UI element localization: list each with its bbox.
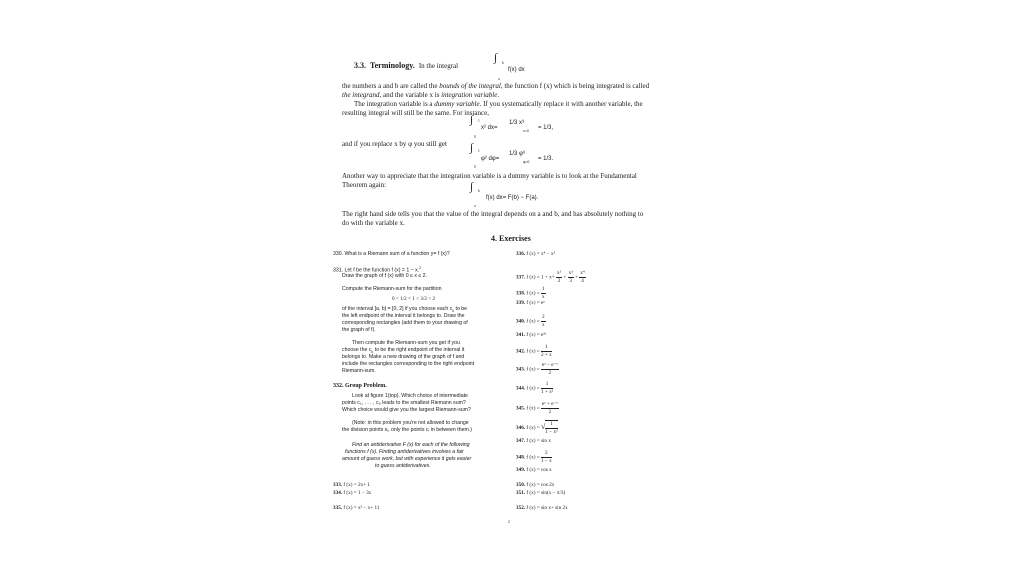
exercise-345: 345. f (x) = $\frac{\text{eˣ + e⁻ˣ}}{2}$ xyxy=(516,401,558,415)
exercise-349: 349. f (x) = cos x xyxy=(516,467,552,473)
exercise-340: 340. f (x) = $\frac{2}{x}$ xyxy=(516,314,545,328)
paragraph-1-line-1: the numbers a and b are called the bounds of the integral, the function f (x) which is being integrated is called xyxy=(342,82,650,90)
integral-body: f(x) dx xyxy=(508,67,525,73)
integral-sign: ∫ xyxy=(470,114,474,126)
exercise-332-line-b: points c₁, . . . , c₆ leads to the smallest Riemann sum? xyxy=(342,400,466,406)
exercise-332-line-e: the division points xᵢ, only the points cᵢ in between them.) xyxy=(342,427,472,433)
paragraph-2-line-1: The integration variable is a dummy variable. If you systematically replace it with another variable, the xyxy=(354,100,643,108)
exercise-331-line-h: Then compute the Riemann-sum you get if you xyxy=(352,340,460,346)
exercise-331-line-f: corresponding rectangles (add them to your drawing of xyxy=(342,320,468,326)
eq2-limits: φ=0 xyxy=(523,160,530,164)
eq3-upper: b xyxy=(478,189,480,193)
eq1-right: = 1/3, xyxy=(538,125,554,131)
exercise-331-line-e: the left endpoint of the interval it belongs to. Draw the xyxy=(342,313,465,319)
antiderivative-instructions-b: functions f (x). Finding antiderivatives involves a fair xyxy=(345,449,464,455)
paragraph-5-line-1: The right hand side tells you that the value of the integral depends on a and b, and has absolutely nothing to xyxy=(342,210,644,218)
exercise-331-line-l: Riemann-sum. xyxy=(342,368,376,374)
fraction: $\frac{1}{\text{1 + x²}}$ xyxy=(540,381,554,395)
exercise-352: 352. f (x) = sin x+ sin 2x xyxy=(516,505,568,511)
exercise-331-statement: 331. Let f be the function f (x) = 1 − x.$^2$ xyxy=(333,266,422,274)
fraction: $\frac{\text{eˣ − e⁻ˣ}}{2}$ xyxy=(541,362,558,376)
exercise-332-line-c: Which choice would give you the largest Riemann-sum? xyxy=(342,407,471,413)
exercise-344: 344. f (x) = $\frac{1}{\text{1 + x²}}$ xyxy=(516,381,554,395)
exercise-331-line-i: choose the $c_k$ to be the right endpoint of the interval it xyxy=(342,347,465,355)
exercise-350: 350. f (x) = cos 2x xyxy=(516,482,555,488)
exercise-334: 334. f (x) = 1 − 3x xyxy=(333,490,372,496)
exercise-335: 335. f (x) = x² − x+ 11 xyxy=(333,505,380,511)
exercise-346: 346. f (x) = √ $\frac{1}{\text{1 − x²}}$ xyxy=(516,421,558,435)
section-heading: Terminology. xyxy=(370,61,415,70)
exercise-331-line-d: of the interval [a, b] = [0, 2] if you choose each $c_k$ to be xyxy=(342,306,468,314)
eq1-upper: 1 xyxy=(478,119,480,123)
integral-sign: ∫ xyxy=(494,52,498,64)
eq2-left: φ² dφ= xyxy=(481,156,500,162)
eq3-body: f(x) dx= F(b) − F(a). xyxy=(486,195,539,201)
paragraph-3: and if you replace x by φ you still get xyxy=(342,140,447,148)
exercise-331-compute: Compute the Riemann-sum for the partition xyxy=(342,286,442,292)
exercise-338: 338. f (x) = $\frac{1}{x}$ xyxy=(516,286,545,300)
integral-sign: ∫ xyxy=(470,142,474,154)
integral-sign: ∫ xyxy=(470,181,474,193)
exercise-337: 337. f (x) = 1 + x+ $\frac{\text{x²}}{2}$ + $\frac{\text{x³}}{3}$ + $\frac{\text{x⁴}}{4}$ xyxy=(516,270,585,284)
exercise-332-title: 332. Group Problem. xyxy=(333,383,387,389)
eq1-limits: x=0 xyxy=(523,129,529,133)
section-intro: In the integral xyxy=(418,62,459,70)
eq2-lower: 0 xyxy=(474,165,476,169)
integral-upper-bound: b xyxy=(502,61,504,65)
paragraph-1-line-2: the integrand, and the variable x is integration variable. xyxy=(342,91,500,99)
exercise-336: 336. f (x) = x⁴ − x² xyxy=(516,251,556,257)
integral-lower-bound: a xyxy=(498,77,500,81)
exercise-331-partition: 0 < 1/2 < 1 < 3/2 < 2 xyxy=(392,296,436,302)
exercise-341: 341. f (x) = e²ˣ xyxy=(516,332,547,338)
exercise-348: 348. f (x) = $\frac{2}{1 - x}$ xyxy=(516,450,552,464)
exercise-331-draw: Draw the graph of f (x) with 0 ≤ x ≤ 2. xyxy=(342,273,427,279)
eq2-upper: 1 xyxy=(478,149,480,153)
eq2-right: = 1/3. xyxy=(538,156,554,162)
exercise-332-line-d: (Note: in this problem you're not allowed to change xyxy=(352,420,469,426)
paragraph-4-line-2: Theorem again: xyxy=(342,181,387,189)
fraction: $\frac{\text{x²}}{2}$ xyxy=(556,270,562,284)
exercise-351: 351. f (x) = sin(x − π/3) xyxy=(516,490,566,496)
exercise-347: 347. f (x) = sin x xyxy=(516,438,551,444)
fraction: $\frac{1}{2 + x}$ xyxy=(540,344,552,358)
exercise-331-line-j: belongs to. Make a new drawing of the graph of f and xyxy=(342,354,465,360)
fraction: $\frac{\text{eˣ + e⁻ˣ}}{2}$ xyxy=(541,401,558,415)
page-number: 2 xyxy=(508,520,510,524)
fraction: $\frac{2}{1 - x}$ xyxy=(540,450,552,464)
exercise-331-line-g: the graph of f). xyxy=(342,327,376,333)
sqrt-icon: √ xyxy=(540,422,546,432)
antiderivative-instructions-a: Find an antiderivative F (x) for each of the following xyxy=(352,442,470,448)
fraction: $\frac{1}{\text{1 − x²}}$ xyxy=(545,421,558,435)
fraction: $\frac{\text{x⁴}}{4}$ xyxy=(580,270,585,284)
eq1-antiderivative: 1/3 x³ xyxy=(509,120,525,126)
exercise-333: 333. f (x) = 2x+ 1 xyxy=(333,482,370,488)
section-number: 3.3. xyxy=(354,61,366,70)
paragraph-5-line-2: do with the variable x. xyxy=(342,219,405,227)
eq1-lower: 0 xyxy=(474,135,476,139)
exercises-heading: 4. Exercises xyxy=(491,234,531,243)
eq1-left: x² dx= xyxy=(481,125,498,131)
eq2-antiderivative: 1/3 φ³ xyxy=(509,151,525,157)
fraction: $\frac{\text{x³}}{3}$ xyxy=(568,270,573,284)
exercise-330: 330. What is a Riemann sum of a function y= f (x)? xyxy=(333,251,450,257)
eq3-lower: a xyxy=(474,204,476,208)
exercise-343: 343. f (x) = $\frac{\text{eˣ − e⁻ˣ}}{2}$ xyxy=(516,362,558,376)
paragraph-2-line-2: resulting integral will still be the same. For instance, xyxy=(342,109,489,117)
section-heading-line xyxy=(354,55,458,73)
paragraph-4-line-1: Another way to appreciate that the integration variable is a dummy variable is to look at the Fundamental xyxy=(342,172,637,180)
antiderivative-instructions-d: to guess antiderivatives. xyxy=(375,463,431,469)
fraction: $\frac{2}{x}$ xyxy=(541,314,545,328)
exercise-339: 339. f (x) = eˣ xyxy=(516,300,545,306)
fraction: $\frac{1}{x}$ xyxy=(541,286,545,300)
exercise-332-line-a: Look at figure 1(top). Which choice of intermediate xyxy=(352,393,468,399)
exercise-331-line-k: include the rectangles corresponding to the right endpoint xyxy=(342,361,475,367)
exercise-342: 342. f (x) = $\frac{1}{2 + x}$ xyxy=(516,344,552,358)
antiderivative-instructions-c: amount of guess work, but with experience it gets easier xyxy=(342,456,472,462)
